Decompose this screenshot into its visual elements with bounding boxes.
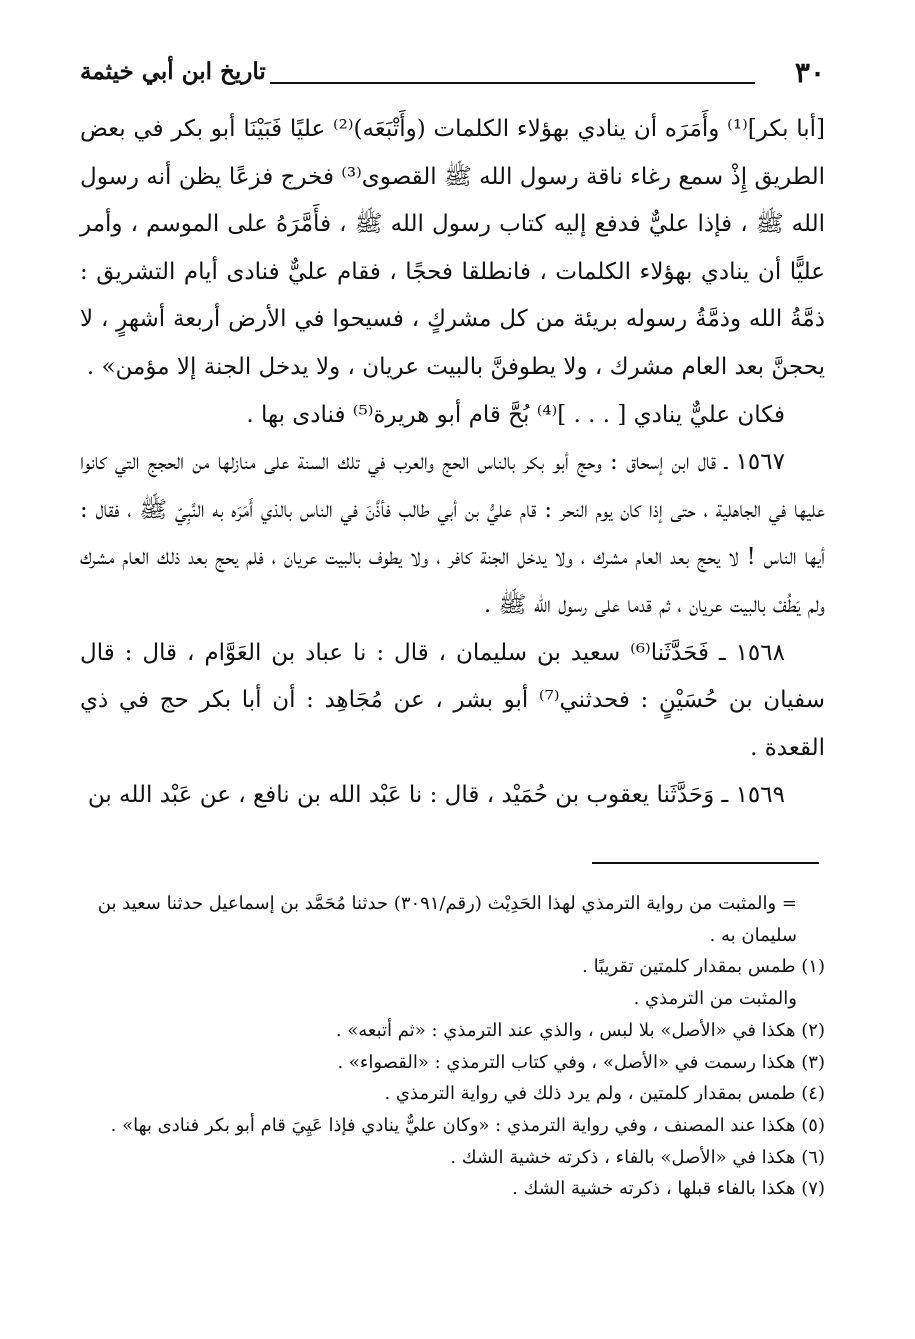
footnotes: [80, 888, 825, 1205]
hadith-1568: ١٥٦٨ ـ فَحَدَّثَنا⁽⁶⁾ سعيد بن سليمان ، قال : نا عباد بن العَوَّام ، قال : قال سفيان بن حُسَيْنٍ : فحدثني⁽⁷⁾ أبو بشر ، عن مُجَاهِد : أن أبا بكر حج في ذي القعدة .: [80, 639, 825, 761]
footnote-7: (٧) هكذا بالفاء قبلها ، ذكرته خشية الشك .: [512, 1178, 825, 1200]
hadith-1569: ١٥٦٩ ـ وَحَدَّثَنا يعقوب بن حُمَيْد ، قال : نا عَبْد الله بن نافع ، عن عَبْد الله بن: [87, 782, 785, 809]
paragraph: فكان عليٌّ ينادي [ . . . ]⁽⁴⁾ بُحَّ قام أبو هريرة⁽⁵⁾ فنادى بها .: [246, 401, 785, 428]
page-number: ٣٠: [794, 56, 825, 89]
footnote-6: (٦) هكذا في «الأصل» بالفاء ، ذكرته خشية الشك .: [450, 1146, 825, 1168]
footnote-4: (٤) طمس بمقدار كلمتين ، ولم يرد ذلك في رواية الترمذي .: [384, 1083, 825, 1105]
footnote-5: (٥) هكذا عند المصنف ، وفي رواية الترمذي : «وكان عليٌّ ينادي فإذا عَيِيَ قام أبو بكر فنادى بها» .: [110, 1114, 825, 1136]
hadith-1567: ١٥٦٧ ـ قال ابن إسحاق : وحج أبو بكر بالناس الحج والعرب في تلك السنة على منازلها من الحجج التي كانوا عليها في الجاهلية ، حتى إذا كان يوم النحر : قام عليُّ بن أبي طالب فأذَّنَ في الناس بالذي أَمَرَه به النَّبِيّ ﷺ ، فقال : أيها الناس ! لا يحج بعد العام مشرك ، ولا يدخل الجنة كافر ، ولا يطوف بالبيت عريان ، فلم يحج بعد ذلك العام مشرك ولم يَطُفْ بالبيت عريان ، ثم قدما على رسول الله ﷺ .: [80, 449, 825, 618]
footnote-divider: [592, 862, 819, 864]
paragraph: [أبا بكر]⁽¹⁾ وأَمَرَه أن ينادي بهؤلاء الكلمات (وأَتْبَعَه)⁽²⁾ عليًا فَبَيْنَا أبو بكر في بعض الطريق إِذْ سمع رغاء ناقة رسول الله ﷺ القصوى⁽³⁾ فخرج فزعًا يظن أنه رسول الله ﷺ ، فإذا عليٌّ فدفع إليه كتاب رسول الله ﷺ ، فأَمَّرَهُ على الموسم ، وأمر عليًّا أن ينادي بهؤلاء الكلمات ، فانطلقا فحجًا ، فقام عليٌّ فنادى أيام التشريق : ذمَّةُ الله وذمَّةُ رسوله بريئة من كل مشركٍ ، فسيحوا في الأرض أربعة أشهرٍ ، لا يحجنَّ بعد العام مشرك ، ولا يطوفنَّ بالبيت عريان ، ولا يدخل الجنة إلا مؤمن» .: [80, 116, 826, 380]
footnote-3: (٣) هكذا رسمت في «الأصل» ، وفي كتاب الترمذي : «القصواء» .: [337, 1051, 825, 1073]
main-text: [80, 106, 825, 820]
footnote-line: سليمان به .: [709, 924, 797, 946]
footnote-2: (٢) هكذا في «الأصل» بلا لبس ، والذي عند الترمذي : «ثم أتبعه» .: [335, 1019, 825, 1041]
page-header: [80, 52, 825, 96]
book-title: تاريخ ابن أبي خيثمة: [80, 58, 266, 85]
footnote-line: والمثبت من الترمذي .: [633, 988, 797, 1010]
header-rule: [270, 82, 755, 84]
footnote-line: = والمثبت من رواية الترمذي لهذا الحَدِيْث (رقم/٣٠٩١) حدثنا مُحَمَّد بن إسماعيل حدثنا سعيد بن: [97, 893, 797, 914]
footnote-1: (١) طمس بمقدار كلمتين تقريبًا .: [582, 956, 825, 978]
